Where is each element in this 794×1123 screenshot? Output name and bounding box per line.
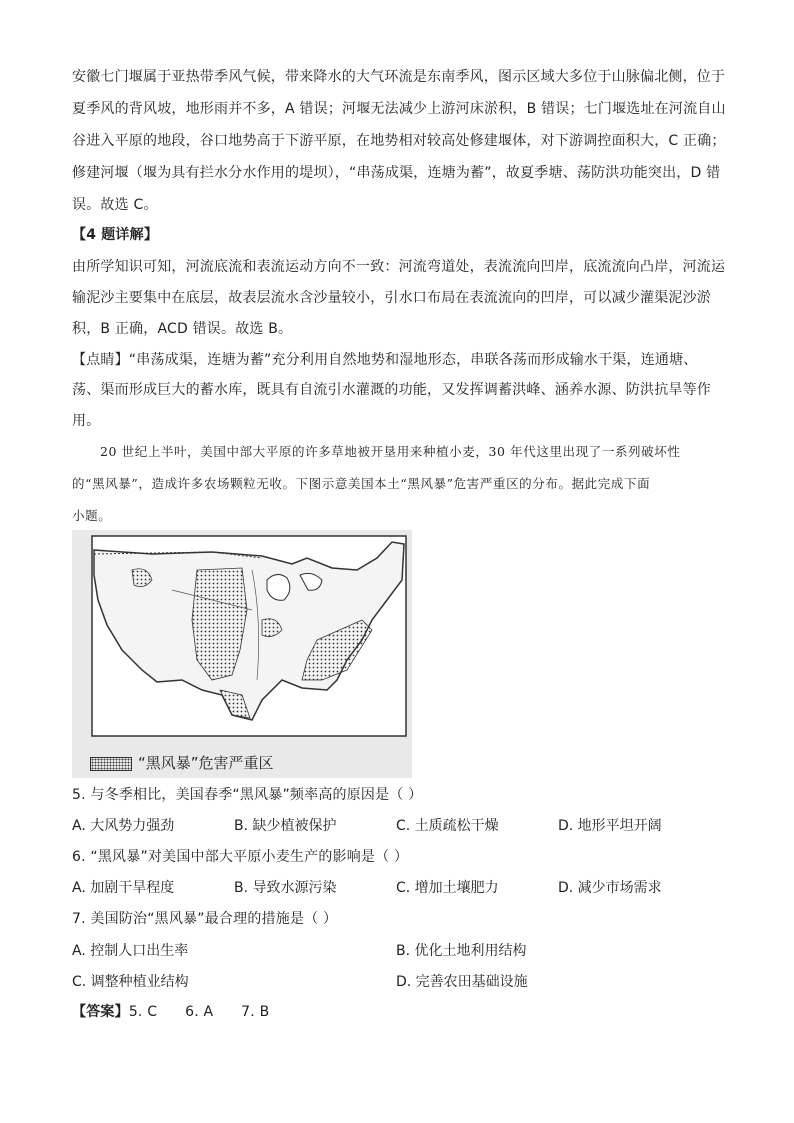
- intro-line: 20 世纪上半叶，美国中部大平原的许多草地被开垦用来种植小麦，30 年代这里出现了一系列破坏性: [100, 444, 681, 459]
- legend-swatch: [90, 757, 132, 771]
- text-line: 由所学知识可知，河流底流和表流运动方向不一致：河流弯道处，表流流向凹岸，底流流向凸岸，河流运: [72, 259, 726, 275]
- option: C. 增加土壤肥力: [396, 880, 499, 896]
- great-lakes: [267, 574, 290, 600]
- text-line: 谷进入平原的地段，谷口地势高于下游平原，在地势相对较高处修建堰体，对下游调控面积大，C 正确；: [72, 133, 726, 149]
- option: B. 优化土地利用结构: [396, 943, 527, 959]
- section-heading: 【4 题详解】: [72, 227, 159, 243]
- option: B. 缺少植被保护: [234, 818, 337, 834]
- us-black-storm-map: [72, 530, 412, 778]
- legend-label: “黑风暴”危害严重区: [138, 754, 274, 772]
- text-line: 安徽七门堰属于亚热带季风气候，带来降水的大气环流是东南季风，图示区域大多位于山脉偏北侧，位于: [72, 69, 726, 85]
- text-line: 误。故选 C。: [72, 197, 158, 213]
- text-line: 积，B 正确，ACD 错误。故选 B。: [72, 321, 293, 337]
- answer-label: 【答案】: [72, 1004, 129, 1020]
- text-line: 修建河堰（堰为具有拦水分水作用的堤坝），“串荡成渠，连塘为蓄”，故夏季塘、荡防洪功能突出，D 错: [72, 165, 721, 181]
- option: B. 导致水源污染: [234, 880, 337, 896]
- question-stem: 5. 与冬季相比，美国春季“黑风暴”频率高的原因是（ ）: [72, 787, 423, 803]
- option: C. 调整种植业结构: [72, 974, 189, 990]
- text-line: 荡、渠而形成巨大的蓄水库，既具有自流引水灌溉的功能，又发挥调蓄洪峰、涵养水源、防洪抗旱等作: [72, 382, 711, 398]
- option: D. 完善农田基础设施: [396, 974, 528, 990]
- option: C. 土质疏松干燥: [396, 818, 499, 834]
- question-stem: 6. “黑风暴”对美国中部大平原小麦生产的影响是（ ）: [72, 849, 409, 865]
- option: A. 大风势力强劲: [72, 818, 175, 834]
- question-stem: 7. 美国防治“黑风暴”最合理的措施是（ ）: [72, 911, 338, 927]
- text-line: 夏季风的背风坡，地形雨并不多，A 错误；河堰无法减少上游河床淤积，B 错误；七门堰选址在河流自山: [72, 101, 726, 117]
- map-legend: [90, 752, 274, 773]
- comment-line: 【点睛】“串荡成渠，连塘为蓄”充分利用自然地势和湿地形态，串联各荡而形成输水干渠，连通塘、: [72, 352, 698, 368]
- option: D. 地形平坦开阔: [558, 818, 662, 834]
- option: A. 控制人口出生率: [72, 943, 189, 959]
- intro-line: 的“黑风暴”，造成许多农场颗粒无收。下图示意美国本土“黑风暴”危害严重区的分布。据此完成下面: [72, 476, 651, 491]
- option: D. 减少市场需求: [558, 880, 662, 896]
- intro-line: 小题。: [72, 508, 112, 523]
- text-line: 输泥沙主要集中在底层，故表层流水含沙量较小，引水口布局在表流流向的凹岸，可以减少灌渠泥沙淤: [72, 290, 711, 306]
- answer-text: 5. C 6. A 7. B: [128, 1004, 270, 1020]
- text-line: 用。: [72, 413, 101, 429]
- answer-line: [72, 1001, 269, 1023]
- map-drawing: [72, 530, 412, 745]
- option: A. 加剧干旱程度: [72, 880, 175, 896]
